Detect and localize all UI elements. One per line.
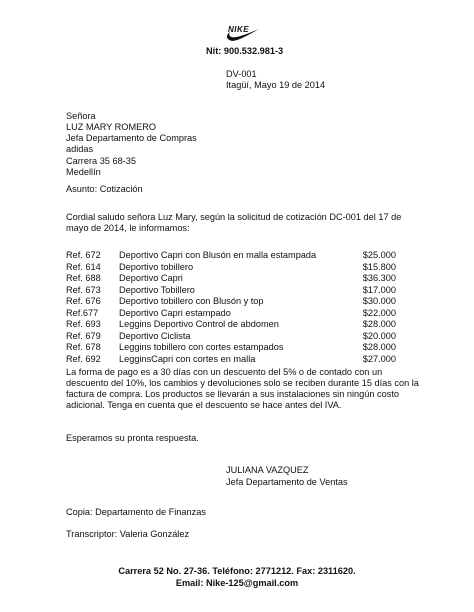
item-price: $28.000 bbox=[362, 342, 396, 352]
intro-line: mayo de 2014, le informamos: bbox=[66, 223, 190, 233]
list-item bbox=[66, 319, 396, 331]
list-item bbox=[66, 250, 396, 262]
terms-line: factura de compra. Los productos se llevarán a sus instalaciones sin ningún costo bbox=[66, 389, 399, 399]
list-item bbox=[66, 342, 396, 354]
item-description: Deportivo Capri con Blusón en malla estampada bbox=[119, 250, 317, 260]
terms-line: La forma de pago es a 30 días con un descuento del 5% o de contado con un bbox=[66, 367, 383, 377]
recipient-salutation: Señora bbox=[66, 111, 96, 121]
item-description: Leggins Deportivo Control de abdomen bbox=[119, 319, 279, 329]
item-ref: Ref. 673 bbox=[66, 284, 101, 295]
terms-line: descuento del 10%, los cambios y devoluciones solo se reciben durante 15 días con la bbox=[66, 378, 419, 388]
recipient-name: LUZ MARY ROMERO bbox=[66, 122, 157, 132]
item-ref: Ref. 676 bbox=[66, 296, 101, 306]
item-ref: Ref. 672 bbox=[66, 250, 101, 260]
footer-address: Carrera 52 No. 27-36. Teléfono: 2771212. Fax: 2311620. bbox=[118, 566, 356, 576]
item-ref: Ref. 678 bbox=[66, 342, 101, 352]
list-item bbox=[66, 354, 396, 366]
intro-line: Cordial saludo señora Luz Mary, según la solicitud de cotización DC-001 del 17 de bbox=[66, 212, 402, 222]
item-description: Leggins tobillero con cortes estampados bbox=[119, 342, 284, 352]
item-description: Deportivo tobillero con Blusón y top bbox=[119, 296, 264, 306]
subject-line: Asunto: Cotización bbox=[66, 184, 143, 194]
company-nit: Nit: 900.532.981-3 bbox=[206, 46, 284, 56]
item-ref: Ref. 688 bbox=[66, 273, 101, 283]
list-item bbox=[66, 331, 396, 343]
list-item bbox=[66, 273, 396, 285]
item-ref: Ref. 693 bbox=[66, 319, 101, 329]
item-price: $28.000 bbox=[362, 319, 396, 329]
logo-brand-text: NIKE bbox=[228, 25, 250, 34]
terms-line: adicional. Tenga en cuenta que el descuento se hace antes del IVA. bbox=[66, 400, 342, 410]
item-description: Deportivo Tobillero bbox=[119, 284, 195, 295]
item-description: Deportivo Capri estampado bbox=[119, 307, 231, 318]
item-description: Deportivo tobillero bbox=[119, 261, 194, 272]
item-price: $30.000 bbox=[362, 296, 396, 306]
item-price: $22.000 bbox=[362, 307, 396, 318]
recipient-address: Carrera 35 68-35 bbox=[66, 156, 136, 166]
place-date: Itagüí, Mayo 19 de 2014 bbox=[226, 80, 326, 90]
list-item bbox=[66, 285, 396, 297]
item-price: $20.000 bbox=[362, 330, 396, 341]
item-price: $25.000 bbox=[362, 250, 396, 260]
item-ref: Ref. 692 bbox=[66, 353, 101, 364]
item-price: $17.000 bbox=[362, 284, 396, 295]
item-price: $15.800 bbox=[362, 261, 396, 272]
list-item bbox=[66, 308, 396, 320]
copy-line: Copia: Departamento de Finanzas bbox=[66, 507, 206, 517]
item-ref: Ref. 679 bbox=[66, 330, 101, 341]
item-description: Deportivo Ciclista bbox=[119, 330, 191, 341]
recipient-company: adidas bbox=[66, 144, 94, 154]
footer-email: Email: Nike-125@gmail.com bbox=[175, 578, 299, 588]
nike-logo bbox=[226, 24, 260, 44]
item-description: LegginsCapri con cortes en malla bbox=[119, 353, 256, 364]
item-description: Deportivo Capri bbox=[119, 273, 183, 283]
recipient-title: Jefa Departamento de Compras bbox=[66, 133, 197, 143]
item-ref: Ref. 614 bbox=[66, 261, 101, 272]
transcriber-line: Transcriptor: Valeria González bbox=[66, 529, 190, 539]
item-ref: Ref.677 bbox=[66, 307, 99, 318]
item-price: $36.300 bbox=[362, 273, 396, 283]
list-item bbox=[66, 262, 396, 274]
document-code: DV-001 bbox=[226, 69, 257, 79]
signature-title: Jefa Departamento de Ventas bbox=[226, 477, 348, 487]
closing-line: Esperamos su pronta respuesta. bbox=[66, 433, 199, 443]
quote-items-list bbox=[66, 250, 396, 365]
recipient-city: Medellín bbox=[66, 167, 101, 177]
item-price: $27.000 bbox=[362, 353, 396, 364]
signature-name: JULIANA VAZQUEZ bbox=[226, 465, 309, 475]
list-item bbox=[66, 296, 396, 308]
